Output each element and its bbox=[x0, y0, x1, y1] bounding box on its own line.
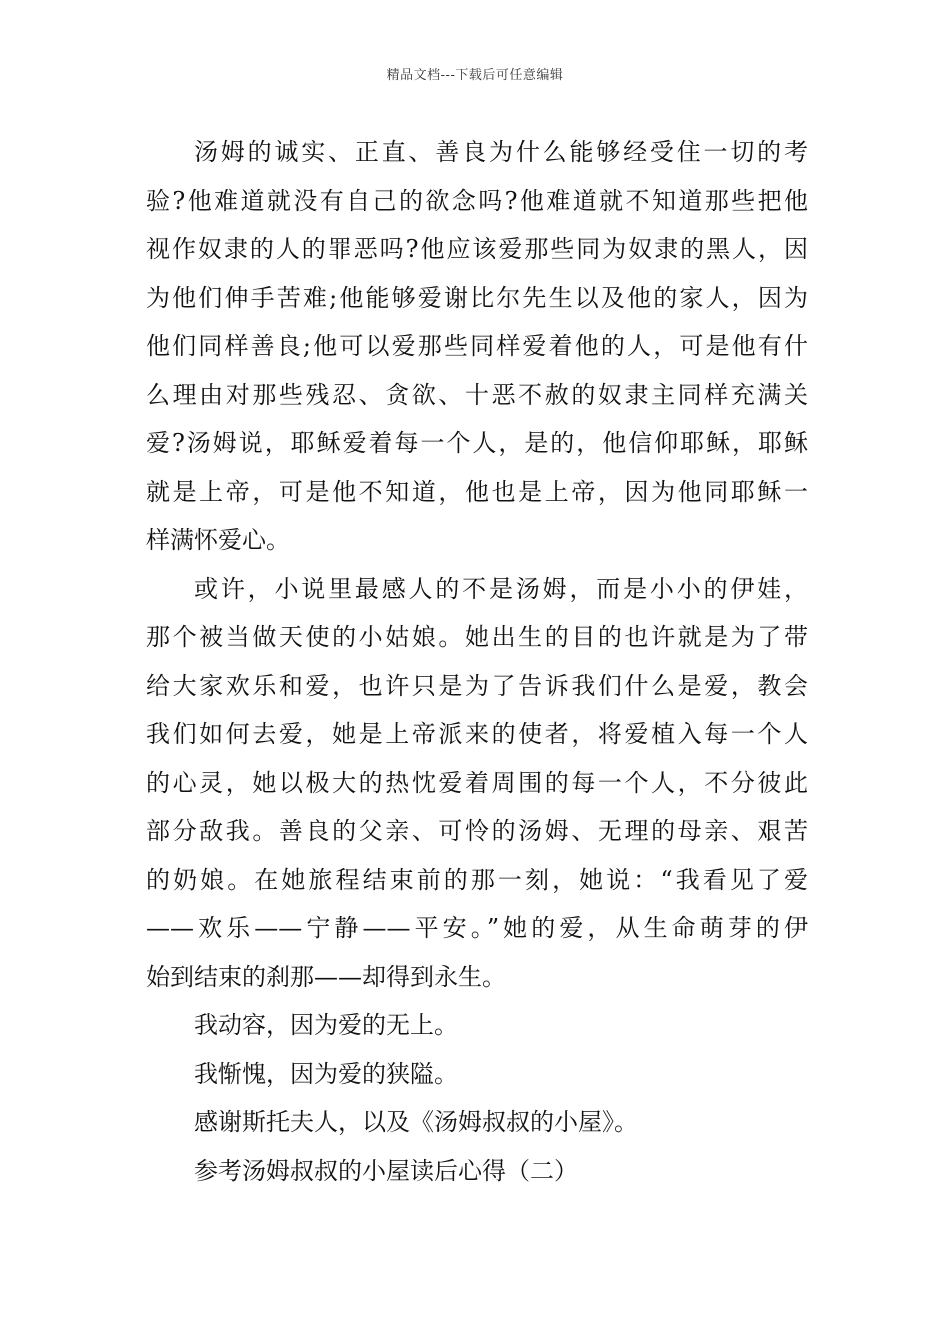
paragraph: 感谢斯托夫人，以及《汤姆叔叔的小屋》。 bbox=[194, 1108, 638, 1136]
text-line: 始到结束的刹那——却得到永生。 bbox=[146, 962, 506, 991]
text-line: 的心灵，她以极大的热忱爱着周围的每一个人，不分彼此 bbox=[146, 768, 808, 797]
text-line: 汤姆的诚实、正直、善良为什么能够经受住一切的考 bbox=[194, 138, 808, 166]
text-line: 为他们伸手苦难;他能够爱谢比尔先生以及他的家人，因为 bbox=[146, 283, 808, 312]
paragraph bbox=[146, 128, 808, 565]
page-header: 精品文档---下载后可任意编辑 bbox=[386, 68, 564, 83]
text-line: 验?他难道就没有自己的欲念吗?他难道就不知道那些把他 bbox=[146, 186, 808, 215]
text-line: 爱?汤姆说，耶稣爱着每一个人，是的，他信仰耶稣，耶稣 bbox=[146, 429, 808, 457]
text-line: 视作奴隶的人的罪恶吗?他应该爱那些同为奴隶的黑人，因 bbox=[146, 235, 808, 263]
text-line: 部分敌我。善良的父亲、可怜的汤姆、无理的母亲、艰苦 bbox=[146, 817, 808, 845]
document-body bbox=[146, 128, 808, 1195]
text-line: 那个被当做天使的小姑娘。她出生的目的也许就是为了带 bbox=[146, 623, 808, 651]
text-line: 就是上帝，可是他不知道，他也是上帝，因为他同耶稣一 bbox=[146, 477, 808, 506]
section-heading: 参考汤姆叔叔的小屋读后心得（二） bbox=[194, 1156, 578, 1185]
text-line: 或许，小说里最感人的不是汤姆，而是小小的伊娃， bbox=[194, 574, 808, 603]
text-line: 样满怀爱心。 bbox=[146, 526, 290, 554]
text-line: 我们如何去爱，她是上帝派来的使者，将爱植入每一个人 bbox=[146, 720, 808, 748]
text-line: 他们同样善良;他可以爱那些同样爱着他的人，可是他有什 bbox=[146, 332, 808, 360]
text-line: ——欢乐——宁静——平安。”她的爱，从生命萌芽的伊 bbox=[146, 914, 808, 942]
text-line: 给大家欢乐和爱，也许只是为了告诉我们什么是爱，教会 bbox=[146, 671, 808, 700]
paragraph: 我惭愧，因为爱的狭隘。 bbox=[194, 1059, 458, 1088]
text-line: 的奶娘。在她旅程结束前的那一刻，她说：“我看见了爱 bbox=[146, 865, 808, 894]
paragraph: 我动容，因为爱的无上。 bbox=[194, 1011, 458, 1039]
paragraph bbox=[146, 565, 808, 1002]
text-line: 么理由对那些残忍、贪欲、十恶不赦的奴隶主同样充满关 bbox=[146, 380, 808, 409]
